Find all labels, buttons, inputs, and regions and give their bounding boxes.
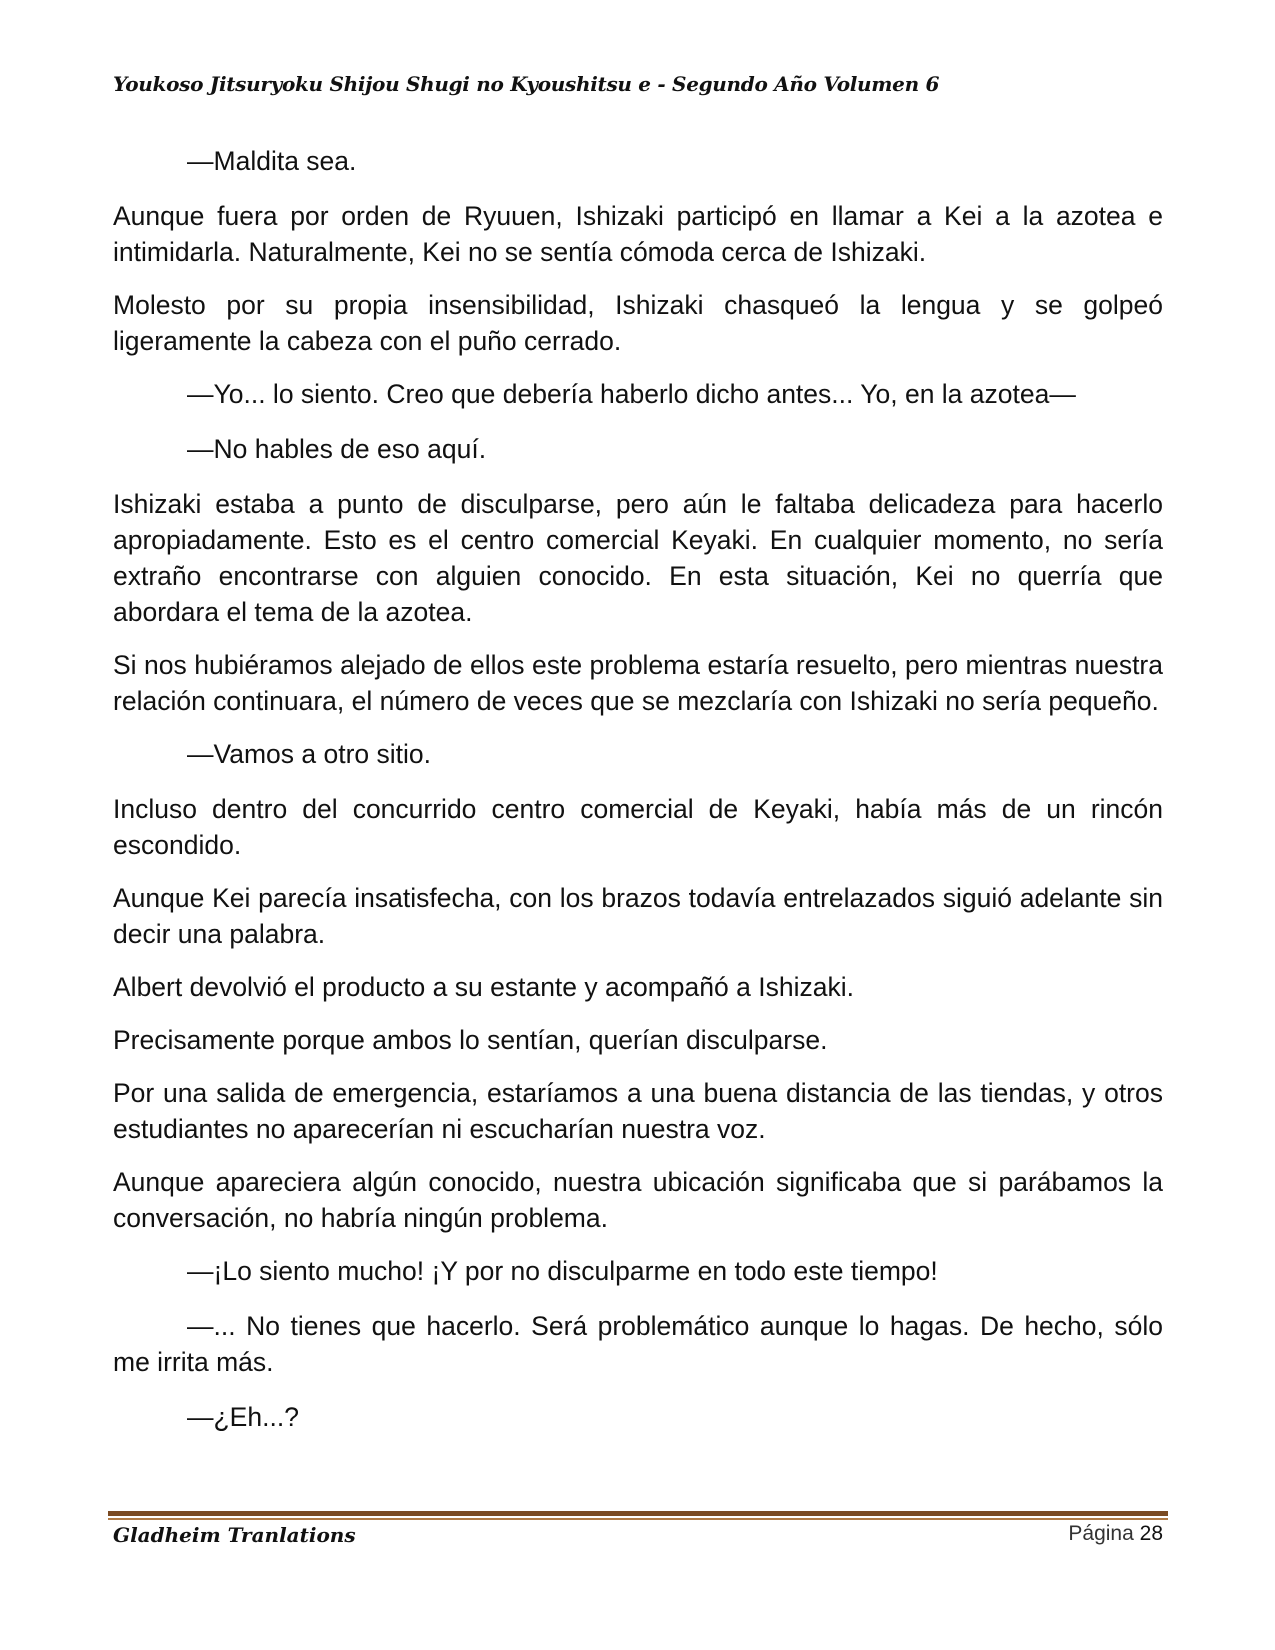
paragraph-dialog: —No hables de eso aquí.	[187, 434, 487, 464]
paragraph: Molesto por su propia insensibilidad, Ishizaki chasqueó la lengua y se golpeó ligeramente la cabeza con el puño cerrado.	[113, 290, 1163, 356]
page-number-value: 28	[1139, 1522, 1163, 1545]
paragraph: Aunque apareciera algún conocido, nuestra ubicación significaba que si parábamos la conversación, no habría ningún problema.	[113, 1167, 1163, 1233]
footer-divider	[108, 1511, 1168, 1520]
footer-credit: Gladheim Tranlations	[113, 1523, 356, 1547]
paragraph-dialog: —¿Eh...?	[187, 1402, 299, 1432]
paragraph: Ishizaki estaba a punto de disculparse, pero aún le faltaba delicadeza para hacerlo apropiadamente. Esto es el centro comercial Keyaki. En cualquier momento, no sería extraño encontrarse con alguien conocido. En esta situación, Kei no querría que abordara el tema de la azotea.	[113, 489, 1163, 627]
page-header-title: Youkoso Jitsuryoku Shijou Shugi no Kyoushitsu e - Segundo Año Volumen 6	[113, 72, 940, 96]
page-label: Página	[1068, 1522, 1134, 1545]
paragraph-dialog: —¡Lo siento mucho! ¡Y por no disculparme en todo este tiempo!	[187, 1256, 938, 1286]
paragraph: Por una salida de emergencia, estaríamos a una buena distancia de las tiendas, y otros estudiantes no aparecerían ni escucharían nuestra voz.	[113, 1078, 1163, 1144]
paragraph: Aunque fuera por orden de Ryuuen, Ishizaki participó en llamar a Kei a la azotea e intimidarla. Naturalmente, Kei no se sentía cómoda cerca de Ishizaki.	[113, 201, 1163, 267]
paragraph-dialog: —Maldita sea.	[187, 146, 357, 176]
paragraph: Precisamente porque ambos lo sentían, querían disculparse.	[113, 1025, 828, 1055]
paragraph: Si nos hubiéramos alejado de ellos este problema estaría resuelto, pero mientras nuestra relación continuara, el número de veces que se mezclaría con Ishizaki no sería pequeño.	[113, 650, 1163, 716]
paragraph: Albert devolvió el producto a su estante y acompañó a Ishizaki.	[113, 972, 854, 1002]
paragraph-dialog: —Yo... lo siento. Creo que debería haberlo dicho antes... Yo, en la azotea—	[187, 379, 1076, 409]
paragraph: Aunque Kei parecía insatisfecha, con los brazos todavía entrelazados siguió adelante sin decir una palabra.	[113, 883, 1163, 949]
paragraph-dialog: —Vamos a otro sitio.	[187, 739, 431, 769]
paragraph: Incluso dentro del concurrido centro comercial de Keyaki, había más de un rincón escondido.	[113, 794, 1163, 860]
page-number	[1068, 1522, 1163, 1546]
body-text	[113, 143, 1163, 1454]
paragraph-dialog: —... No tienes que hacerlo. Será problemático aunque lo hagas. De hecho, sólo me irrita más.	[113, 1311, 1163, 1377]
